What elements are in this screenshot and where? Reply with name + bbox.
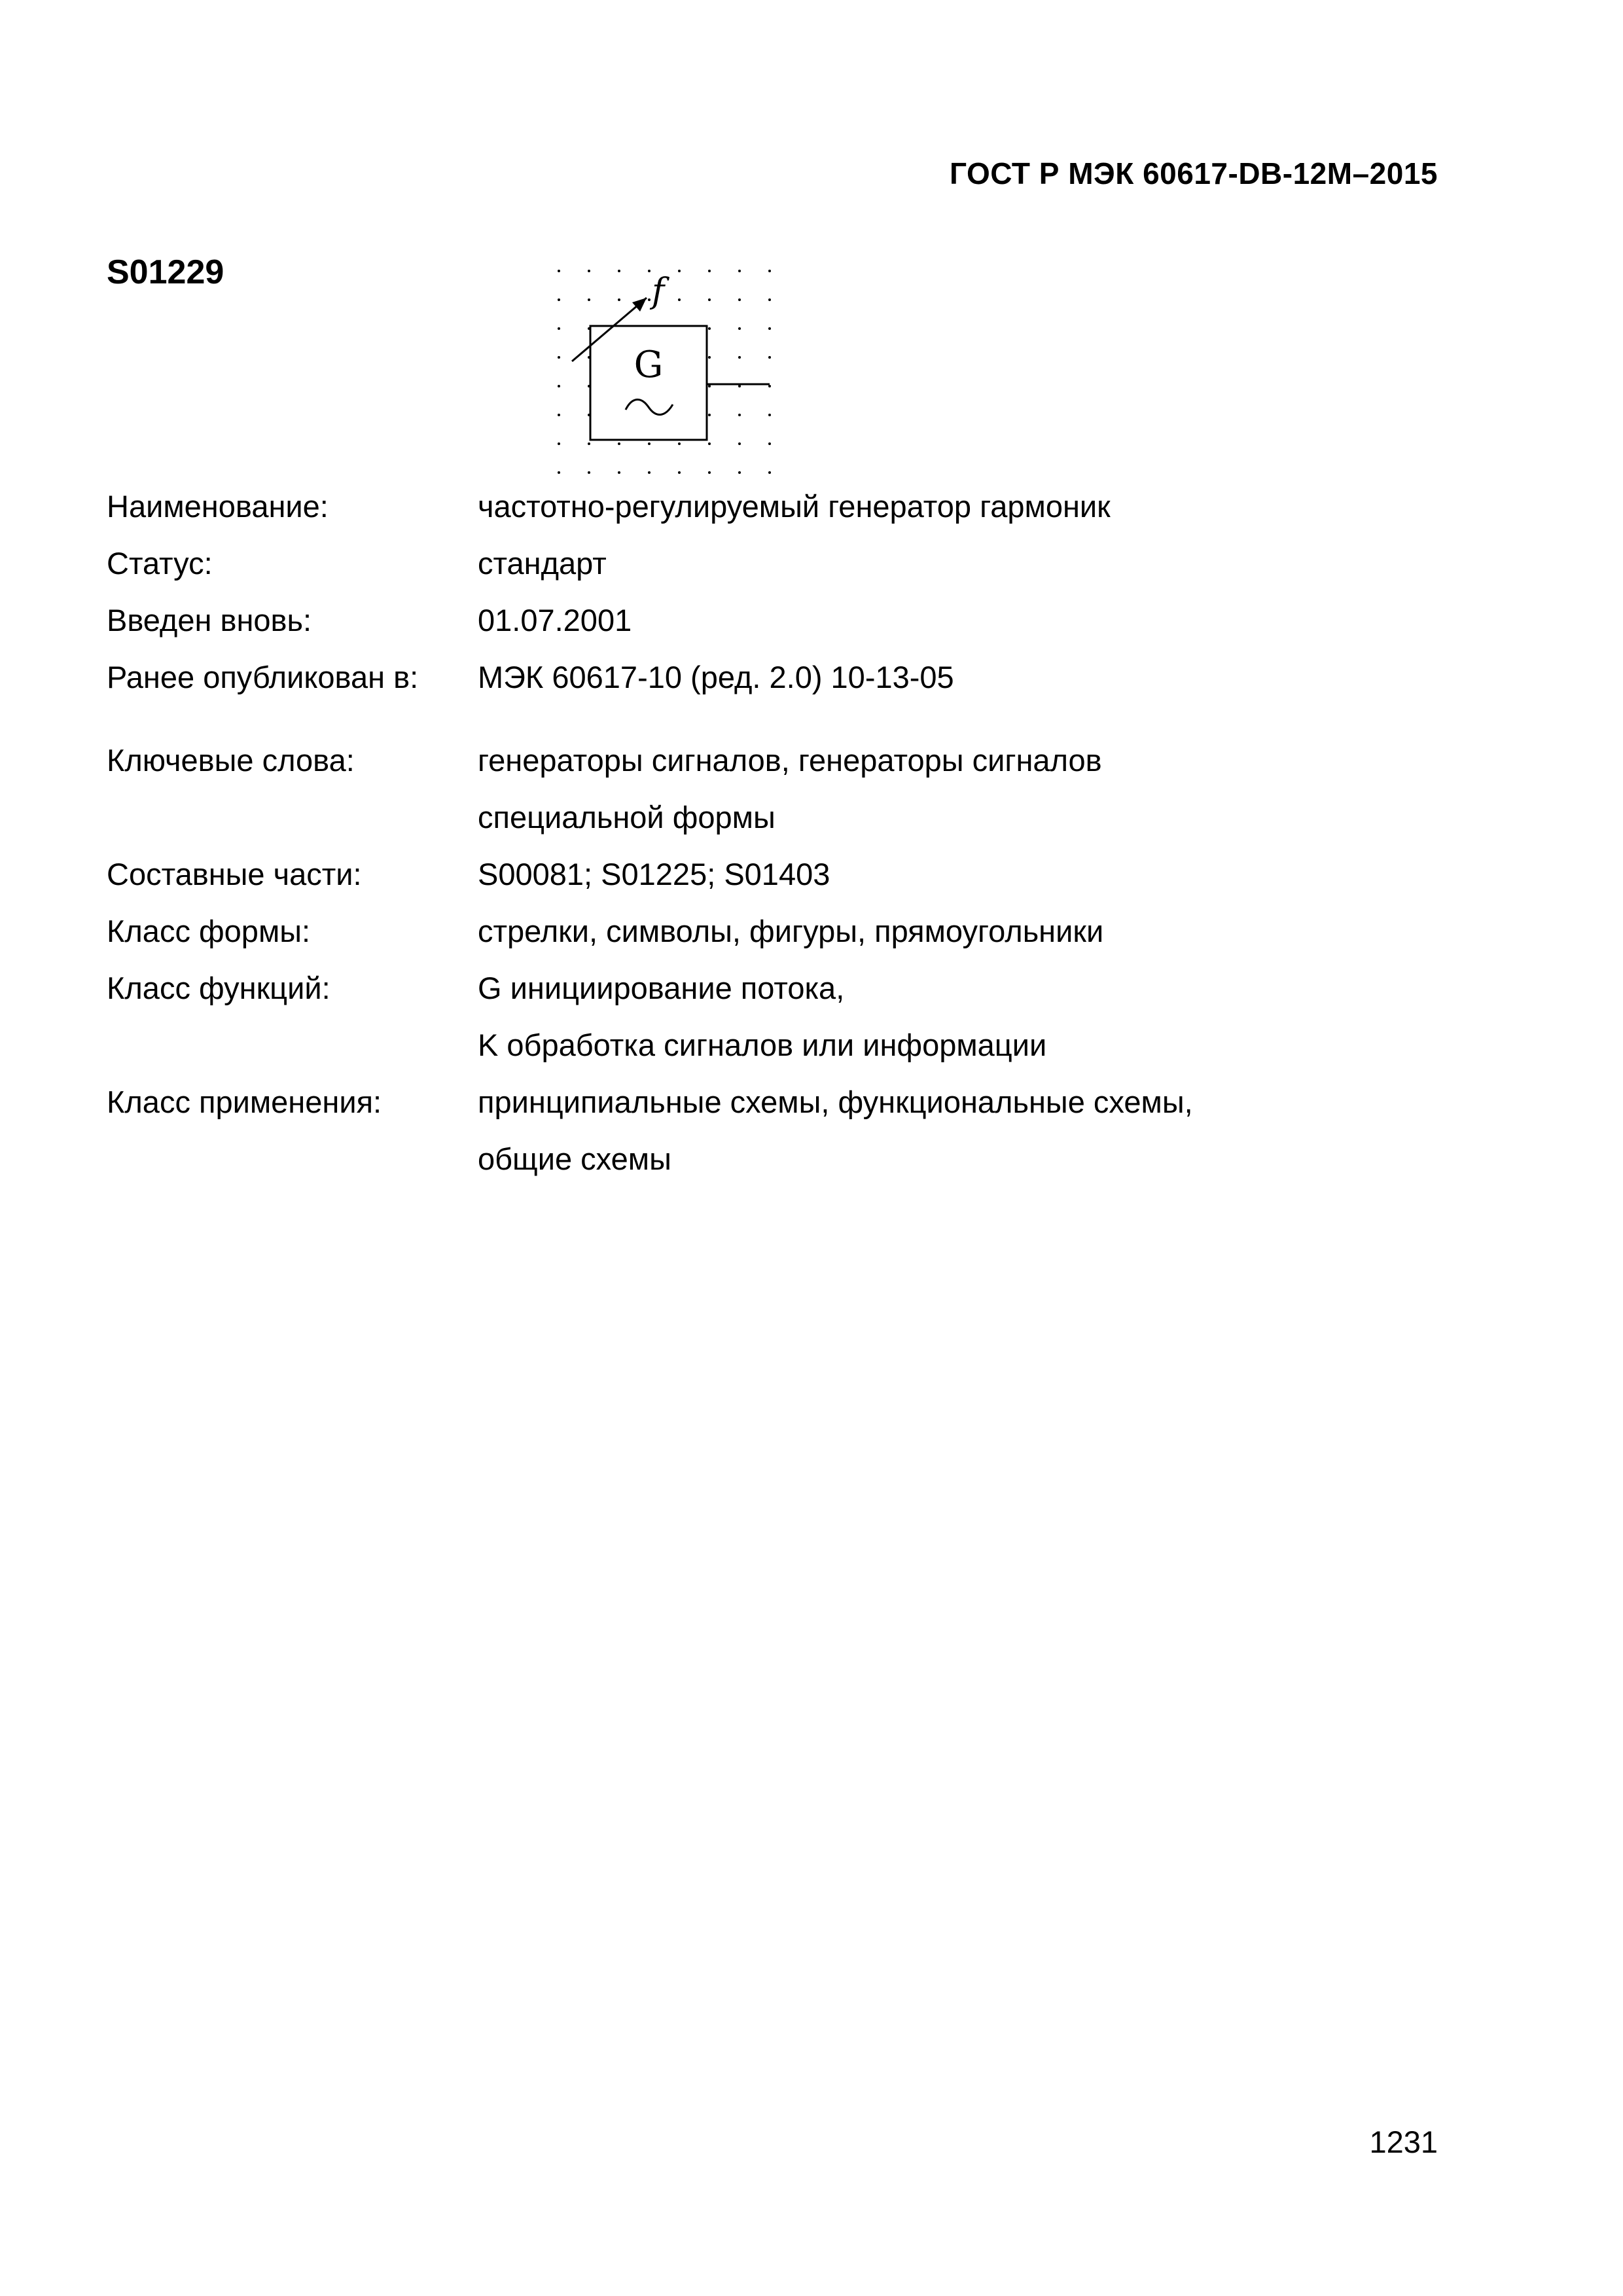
property-label: Составные части: bbox=[107, 857, 362, 891]
property-value-line: МЭК 60617-10 (ред. 2.0) 10-13-05 bbox=[478, 660, 954, 694]
property-value-line: специальной формы bbox=[478, 800, 776, 834]
property-row bbox=[107, 535, 1481, 592]
grid-dot bbox=[708, 442, 711, 445]
grid-dot bbox=[618, 471, 620, 474]
properties-table bbox=[107, 478, 1481, 1187]
grid-dot bbox=[738, 471, 741, 474]
property-row bbox=[107, 592, 1481, 649]
grid-dot bbox=[588, 298, 590, 301]
property-value-line: K обработка сигналов или информации bbox=[478, 1028, 1047, 1062]
grid-dot bbox=[708, 385, 711, 387]
grid-dot bbox=[618, 298, 620, 301]
property-label: Класс формы: bbox=[107, 914, 311, 948]
generator-symbol-figure bbox=[548, 260, 781, 482]
grid-dot bbox=[738, 356, 741, 359]
property-value bbox=[478, 1073, 1481, 1187]
grid-dot bbox=[768, 414, 771, 416]
grid-dot bbox=[768, 442, 771, 445]
grid-dot bbox=[648, 298, 651, 301]
property-row bbox=[107, 478, 1481, 535]
property-value-line: стандарт bbox=[478, 546, 607, 581]
page-number: 1231 bbox=[1369, 2125, 1438, 2159]
property-value bbox=[478, 732, 1481, 846]
grid-dot bbox=[588, 442, 590, 445]
grid-dot bbox=[558, 471, 560, 474]
grid-dot bbox=[708, 270, 711, 272]
grid-dot bbox=[708, 327, 711, 330]
grid-dot bbox=[558, 327, 560, 330]
property-row bbox=[107, 732, 1481, 846]
standard-designation: ГОСТ Р МЭК 60617-DB-12M–2015 bbox=[950, 156, 1438, 190]
grid-dot bbox=[588, 471, 590, 474]
grid-dot bbox=[558, 385, 560, 387]
grid-dot bbox=[588, 270, 590, 272]
property-value-line: принципиальные схемы, функциональные схемы, bbox=[478, 1085, 1193, 1119]
symbol-id: S01229 bbox=[107, 253, 224, 291]
grid-dot bbox=[768, 471, 771, 474]
property-value bbox=[478, 903, 1481, 960]
property-label: Класс применения: bbox=[107, 1085, 382, 1119]
sine-wave-icon bbox=[626, 399, 673, 414]
property-value-line: стрелки, символы, фигуры, прямоугольники bbox=[478, 914, 1104, 948]
grid-dot bbox=[738, 442, 741, 445]
grid-dot bbox=[618, 270, 620, 272]
property-row bbox=[107, 1073, 1481, 1187]
frequency-variable-label: f bbox=[652, 272, 665, 311]
property-label: Введен вновь: bbox=[107, 603, 312, 637]
grid-dot bbox=[738, 385, 741, 387]
property-value bbox=[478, 535, 1481, 592]
grid-dot bbox=[708, 298, 711, 301]
property-value bbox=[478, 478, 1481, 535]
property-row bbox=[107, 846, 1481, 903]
grid-dot bbox=[768, 298, 771, 301]
grid-dot bbox=[738, 298, 741, 301]
grid-dot bbox=[648, 471, 651, 474]
property-value bbox=[478, 649, 1481, 706]
property-value-line: G инициирование потока, bbox=[478, 971, 845, 1005]
property-value-line: генераторы сигналов, генераторы сигналов bbox=[478, 743, 1102, 778]
property-value-line: S00081; S01225; S01403 bbox=[478, 857, 830, 891]
property-value bbox=[478, 846, 1481, 903]
property-row bbox=[107, 903, 1481, 960]
property-value-line: общие схемы bbox=[478, 1141, 671, 1176]
property-label: Класс функций: bbox=[107, 971, 330, 1005]
property-value-line: 01.07.2001 bbox=[478, 603, 632, 637]
grid-dot bbox=[678, 298, 681, 301]
generator-letter-label: G bbox=[633, 344, 664, 386]
grid-dot bbox=[708, 471, 711, 474]
grid-dot bbox=[558, 442, 560, 445]
grid-dot bbox=[708, 414, 711, 416]
property-value-line: частотно-регулируемый генератор гармоник bbox=[478, 489, 1111, 524]
property-label: Наименование: bbox=[107, 489, 329, 524]
property-value bbox=[478, 960, 1481, 1073]
grid-dot bbox=[558, 414, 560, 416]
grid-dot bbox=[738, 414, 741, 416]
grid-dot bbox=[768, 327, 771, 330]
grid-dot bbox=[648, 442, 651, 445]
grid-dot bbox=[678, 471, 681, 474]
grid-dot bbox=[558, 270, 560, 272]
property-row bbox=[107, 649, 1481, 706]
property-value bbox=[478, 592, 1481, 649]
grid-dot bbox=[678, 442, 681, 445]
property-label: Статус: bbox=[107, 546, 213, 581]
grid-dot bbox=[738, 327, 741, 330]
grid-dot bbox=[708, 356, 711, 359]
grid-dot bbox=[618, 442, 620, 445]
grid-dot bbox=[768, 270, 771, 272]
property-row bbox=[107, 960, 1481, 1073]
grid-dot bbox=[558, 356, 560, 359]
property-label: Ключевые слова: bbox=[107, 743, 355, 778]
grid-dot bbox=[648, 270, 651, 272]
grid-dot bbox=[768, 356, 771, 359]
grid-dot bbox=[678, 270, 681, 272]
property-label: Ранее опубликован в: bbox=[107, 660, 419, 694]
grid-dot bbox=[558, 298, 560, 301]
grid-dot bbox=[738, 270, 741, 272]
grid-dot bbox=[768, 385, 771, 387]
